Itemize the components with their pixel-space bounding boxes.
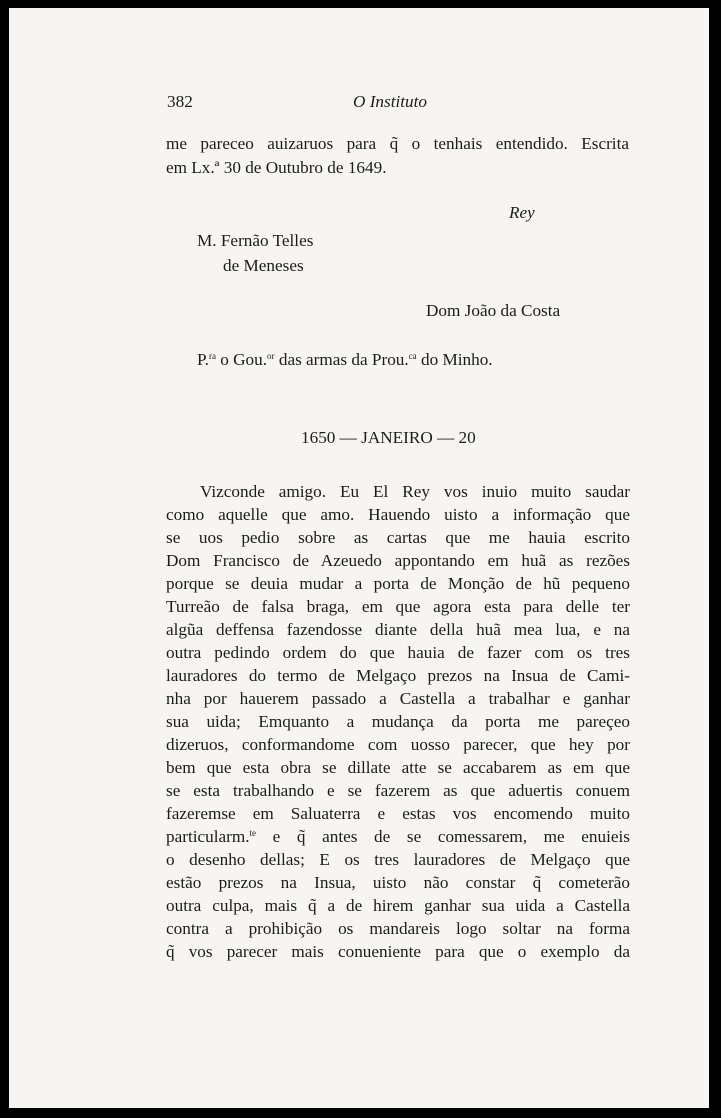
body-line: outra pedindo ordem do que hauia de fazer com os tres [166, 643, 630, 662]
book-page [9, 8, 709, 1108]
body-line: o desenho dellas; E os tres lauradores de Melgaço que [166, 850, 630, 869]
superscription-text-4: do Minho. [416, 350, 493, 369]
superscription-text-1: P. [197, 350, 209, 369]
body-line: se uos pedio sobre as cartas que me hauia escrito [166, 528, 630, 547]
body-line: lauradores do termo de Melgaço prezos na Insua de Cami- [166, 666, 630, 685]
body-line: q̃ vos parecer mais conueniente para que o exemplo da [166, 942, 630, 961]
body-line: nha por hauerem passado a Castella a trabalhar e ganhar [166, 689, 630, 708]
body-line: bem que esta obra se dillate atte se accabarem as em que [166, 758, 630, 777]
superscription-sup-3: ca [408, 351, 417, 361]
closing-line-1: me pareceo auizaruos para q̃ o tenhais entendido. Escrita [166, 134, 629, 153]
split-line-sup: te [249, 828, 257, 838]
split-line-text-1: particularm. [166, 827, 250, 846]
body-line: fazeremse em Saluaterra e estas vos encomendo muito [166, 804, 630, 823]
split-line-text-2: e q̃ antes de se comessarem, me enuieis [256, 827, 630, 846]
body-line-split [166, 826, 630, 848]
superscription-sup-2: or [267, 351, 275, 361]
date-heading: 1650 — JANEIRO — 20 [301, 428, 476, 447]
page-number: 382 [167, 92, 193, 111]
countersign: Dom João da Costa [426, 301, 561, 320]
addressee-line-1: M. Fernão Telles [197, 231, 314, 250]
body-line: se esta trabalhando e se fazerem as que aduertis conuem [166, 781, 630, 800]
signature-rey: Rey [509, 203, 535, 222]
closing-line-2: em Lx.ª 30 de Outubro de 1649. [166, 158, 387, 177]
body-line: algũa deffensa fazendosse diante della huã mea lua, e na [166, 620, 630, 639]
body-line: Turreão de falsa braga, em que agora esta para delle ter [166, 597, 630, 616]
body-line: estão prezos na Insua, uisto não constar q̃ cometerão [166, 873, 630, 892]
body-line: Vizconde amigo. Eu El Rey vos inuio muito saudar [200, 482, 630, 501]
body-line: sua uida; Emquanto a mudança da porta me pareçeo [166, 712, 630, 731]
body-line: como aquelle que amo. Hauendo uisto a informação que [166, 505, 630, 524]
body-line: porque se deuia mudar a porta de Monção de hũ pequeno [166, 574, 630, 593]
body-line: Dom Francisco de Azeuedo appontando em huã as rezões [166, 551, 630, 570]
superscription-text-3: das armas da Prou. [274, 350, 409, 369]
running-title: O Instituto [353, 92, 428, 111]
superscription-sup-1: ra [208, 351, 216, 361]
addressee-line-2: de Meneses [223, 256, 304, 275]
body-line: contra a prohibição os mandareis logo soltar na forma [166, 919, 630, 938]
superscription-text-2: o Gou. [215, 350, 268, 369]
body-line: dizeruos, conformandome com uosso parecer, que hey por [166, 735, 630, 754]
body-line: outra culpa, mais q̃ a de hirem ganhar sua uida a Castella [166, 896, 630, 915]
superscription [197, 349, 493, 371]
